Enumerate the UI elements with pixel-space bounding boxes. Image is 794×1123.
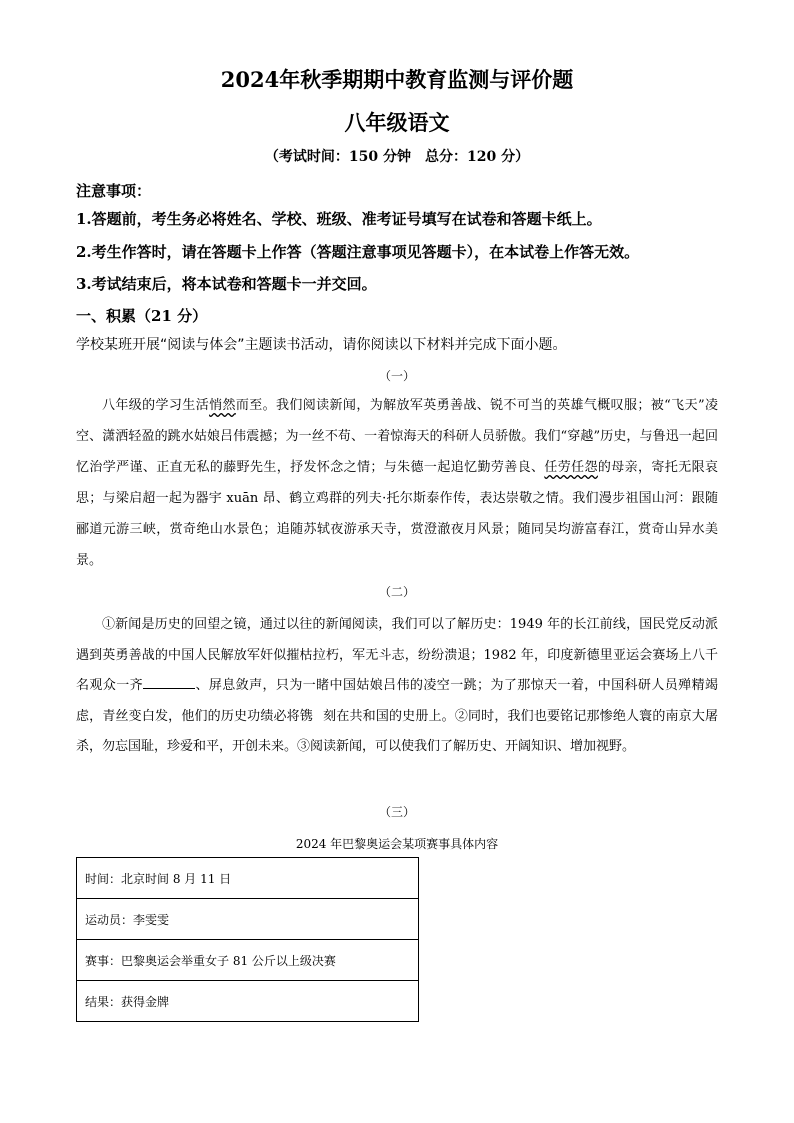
table-title: 2024 年巴黎奥运会某项赛事具体内容 bbox=[295, 837, 499, 851]
fill-in-blank bbox=[143, 674, 195, 689]
section-intro: 学校某班开展“阅读与体会”主题读书活动，请你阅读以下材料并完成下面小题。 bbox=[76, 337, 567, 353]
exam-title: 2024年秋季期期中教育监测与评价题 bbox=[220, 67, 574, 92]
part1-marked-word-2: 任劳任怨 bbox=[544, 460, 598, 475]
part1-paragraph bbox=[76, 390, 718, 576]
event-info-table bbox=[76, 857, 419, 1022]
part2-text-3: 刻在共和国的史册上。②同时，我们也要铭记那惨绝人寰的南京大屠杀，勿忘国耻，珍爱和平，开创未来。③阅读新闻，可以使我们了解历史、开阔知识、增加视野。 bbox=[76, 708, 718, 754]
part2-text-2: 、屏息敛声，只为一睹中国姑娘吕伟的凌空一跳；为了那惊天一着，中国科研人员殚精竭虑，青丝变白发，他们的历史功绩必将镌 bbox=[76, 678, 718, 724]
table-cell-time: 时间：北京时间 8 月 11 日 bbox=[77, 858, 419, 899]
table-cell-result: 结果：获得金牌 bbox=[77, 981, 419, 1022]
table-row bbox=[77, 940, 419, 981]
notice-item-2: 2.考生作答时，请在答题卡上作答（答题注意事项见答题卡），在本试卷上作答无效。 bbox=[76, 243, 640, 261]
part1-text-3: 的母亲，寄托无限哀思；与梁启超一起为器宇 xuān 昂、鹤立鸡群的列夫·托尔斯泰作传，表达崇敬之情。我们漫步祖国山河：跟随郦道元游三峡，赏奇绝山水景色；追随苏轼夜游承天寺，赏澄澈夜月风景；随同吴均游富春江，赏奇山异水美景。 bbox=[76, 460, 718, 568]
part1-marked-word-1: 悄然 bbox=[209, 398, 236, 413]
part2-text-1: ①新闻是历史的回望之镜，通过以往的新闻阅读，我们可以了解历史：1949 年的长江前线，国民党反动派遇到英勇善战的中国人民解放军奸似摧枯拉朽，军无斗志，纷纷溃退；1982 年，印度新德里亚运会赛场上八千名观众一齐 bbox=[76, 617, 718, 693]
notice-item-1: 1.答题前，考生务必将姓名、学校、班级、准考证号填写在试卷和答题卡纸上。 bbox=[76, 210, 602, 228]
table-cell-athlete: 运动员：李雯雯 bbox=[77, 899, 419, 940]
table-row bbox=[77, 899, 419, 940]
exam-info: （考试时间：150 分钟 总分：120 分） bbox=[264, 149, 530, 165]
part3-label: （三） bbox=[378, 805, 415, 819]
table-row bbox=[77, 981, 419, 1022]
notice-heading: 注意事项： bbox=[76, 182, 152, 200]
notice-item-3: 3.考试结束后，将本试卷和答题卡一并交回。 bbox=[76, 275, 377, 293]
part2-label: （二） bbox=[378, 585, 415, 599]
part1-text-2: 而至。我们阅读新闻，为解放军英勇善战、锐不可当的英雄气概叹服；被“飞天”凌空、潇洒轻盈的跳水姑娘吕伟震撼；为一丝不苟、一着惊海天的科研人员骄傲。我们“穿越”历史，与鲁迅一起回忆治学严谨、正直无私的藤野先生，抒发怀念之情；与朱德一起追忆勤劳善良、 bbox=[76, 398, 718, 475]
part1-text-1: 八年级的学习生活 bbox=[102, 398, 210, 413]
table-cell-event: 赛事：巴黎奥运会举重女子 81 公斤以上级决赛 bbox=[77, 940, 419, 981]
part1-label: （一） bbox=[378, 369, 415, 383]
section-heading: 一、积累（21 分） bbox=[76, 307, 208, 325]
exam-subject: 八年级语文 bbox=[344, 110, 450, 135]
table-row bbox=[77, 858, 419, 899]
part2-paragraph bbox=[76, 610, 718, 763]
